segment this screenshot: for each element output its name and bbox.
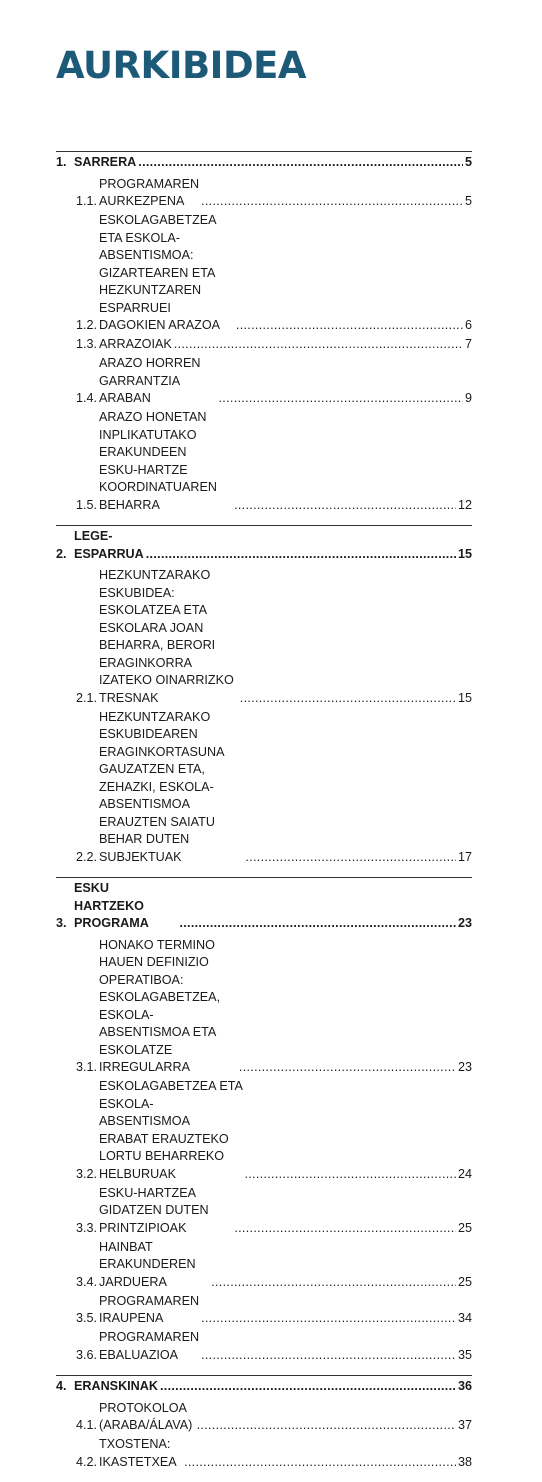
dot-leader (138, 154, 463, 172)
toc-entry-number: 3.5. (76, 1311, 98, 1325)
toc-entry-label-wrap (99, 567, 458, 707)
toc-entry-label-wrap (99, 409, 458, 514)
toc-page-number: 6 (464, 318, 472, 332)
toc-page-number: 25 (457, 1274, 472, 1289)
toc-page-number: 37 (457, 1418, 472, 1432)
dot-leader (197, 1417, 456, 1435)
table-of-contents (56, 151, 472, 1482)
toc-entry-label-wrap (99, 1293, 458, 1328)
dot-leader (239, 1059, 456, 1077)
dot-leader (219, 390, 463, 408)
toc-entry-label-wrap (99, 1436, 458, 1471)
toc-entry-label: TXOSTENA: IKASTETXEA (99, 1437, 177, 1469)
toc-subsection-entry[interactable] (56, 709, 472, 867)
toc-entry-label: PROGRAMAREN IRAUPENA (99, 1293, 200, 1325)
toc-subsection-entry[interactable] (56, 1185, 472, 1238)
toc-entry-label: ARRAZOIAK (99, 337, 172, 351)
dot-leader (201, 1310, 456, 1328)
toc-subsection-entry[interactable] (56, 1239, 472, 1292)
toc-entry-number: 2. (56, 546, 67, 561)
toc-subsection-entry[interactable] (56, 176, 472, 211)
toc-entry-label: ERANSKINAK (74, 1379, 158, 1393)
toc-entry-label-wrap (99, 1239, 458, 1292)
toc-subsection-entry[interactable] (56, 1078, 472, 1183)
dot-leader (234, 1220, 456, 1238)
toc-subsection-entry[interactable] (56, 409, 472, 514)
dot-leader (184, 1454, 456, 1472)
dot-leader (201, 1347, 456, 1365)
toc-page-number: 34 (457, 1311, 472, 1325)
toc-entry-number: 1.2. (76, 318, 98, 332)
toc-entry-label-wrap (99, 1078, 458, 1183)
toc-subsection-entry[interactable] (56, 1329, 472, 1364)
toc-section-entry[interactable] (56, 528, 472, 563)
dot-leader (211, 1274, 456, 1292)
toc-entry-label-wrap (74, 528, 458, 563)
toc-entry-label-wrap (99, 1329, 458, 1364)
toc-entry-number: 3.1. (76, 1060, 98, 1074)
toc-entry-label: ESKOLAGABETZEA ETA ESKOLA-ABSENTISMOA ERABAT ERAUZTEKO LORTU BEHARREKO HELBURUAK (99, 1079, 243, 1181)
toc-entry-label: HONAKO TERMINO HAUEN DEFINIZIO OPERATIBOA: ESKOLAGABETZEA, ESKOLA-ABSENTISMOA ETA ESKOLATZE IRREGULARRA (99, 937, 221, 1074)
toc-entry-number: 1. (56, 155, 67, 169)
toc-entry-label: ESKOLAGABETZEA ETA ESKOLA-ABSENTISMOA: GIZARTEAREN ETA HEZKUNTZAREN ESPARRUEI DAGOKIEN ARAZOA (99, 213, 221, 332)
dot-leader (244, 1166, 456, 1184)
toc-entry-label: HEZKUNTZARAKO ESKUBIDEA: ESKOLATZEA ETA ESKOLARA JOAN BEHARRA, BERORI ERAGINKORRA IZATEKO OINARRIZKO TRESNAK (99, 568, 234, 705)
toc-entry-label: ARAZO HORREN GARRANTZIA ARABAN (99, 356, 201, 405)
toc-section (56, 877, 472, 1364)
toc-page-number: 36 (457, 1379, 472, 1393)
dot-leader (179, 915, 456, 933)
toc-entry-number: 3.2. (76, 1166, 98, 1181)
toc-entry-label-wrap (99, 176, 465, 211)
toc-entry-label: HEZKUNTZARAKO ESKUBIDEAREN ERAGINKORTASUNA GAUZATZEN ETA, ZEHAZKI, ESKOLA-ABSENTISMOA ERAUZTEN SAIATU BEHAR DUTEN SUBJEKTUAK (99, 709, 225, 864)
toc-page-number: 15 (457, 690, 472, 705)
toc-entry-number: 2.1. (76, 690, 98, 705)
toc-page-number: 7 (464, 337, 472, 351)
toc-section-entry[interactable] (56, 880, 472, 933)
toc-entry-label: PROGRAMAREN AURKEZPENA (99, 176, 200, 208)
dot-leader (236, 317, 463, 335)
toc-page-number: 23 (457, 916, 472, 930)
toc-entry-label-wrap (99, 709, 458, 867)
dot-leader (240, 690, 456, 708)
toc-page-number: 12 (457, 497, 472, 512)
toc-page-number: 35 (457, 1347, 472, 1362)
toc-subsection-entry[interactable] (56, 212, 472, 335)
toc-page-number: 23 (457, 1060, 472, 1074)
toc-entry-number: 1.4. (76, 391, 98, 405)
toc-page-number: 38 (457, 1454, 472, 1469)
toc-entry-label-wrap (99, 212, 465, 335)
toc-subsection-entry[interactable] (56, 355, 472, 408)
toc-page-number: 25 (457, 1220, 472, 1235)
toc-page-number: 17 (457, 849, 472, 864)
toc-section (56, 151, 472, 514)
toc-entry-label-wrap (99, 937, 458, 1077)
toc-entry-number: 3.3. (76, 1220, 98, 1235)
toc-section-entry[interactable] (56, 1378, 472, 1396)
toc-section (56, 1375, 472, 1471)
toc-entry-number: 3.6. (76, 1347, 98, 1362)
dot-leader (160, 1378, 456, 1396)
toc-entry-number: 2.2. (76, 849, 98, 864)
toc-subsection-entry[interactable] (56, 1293, 472, 1328)
toc-entry-number: 1.5. (76, 497, 98, 512)
toc-subsection-entry[interactable] (56, 1436, 472, 1471)
toc-page-number: 15 (457, 546, 472, 561)
dot-leader (174, 336, 463, 354)
toc-entry-label-wrap (99, 1185, 458, 1238)
toc-entry-label: ESKU HARTZEKO PROGRAMA (74, 881, 149, 930)
toc-page-number: 5 (464, 155, 472, 169)
toc-entry-label-wrap (74, 1378, 458, 1396)
toc-entry-number: 3. (56, 916, 67, 930)
toc-page-number: 5 (464, 194, 472, 208)
toc-entry-number: 1.3. (76, 337, 98, 351)
toc-section (56, 525, 472, 866)
toc-entry-label: LEGE-ESPARRUA (74, 529, 144, 561)
toc-entry-label: SARRERA (74, 155, 137, 169)
dot-leader (201, 193, 463, 211)
toc-entry-number: 3.4. (76, 1274, 98, 1289)
toc-entry-label: ESKU-HARTZEA GIDATZEN DUTEN PRINTZIPIOAK (99, 1185, 209, 1235)
toc-entry-label-wrap (74, 154, 465, 172)
toc-entry-number: 1.1. (76, 194, 98, 208)
toc-entry-number: 4. (56, 1379, 67, 1393)
toc-entry-number: 4.1. (76, 1418, 98, 1432)
toc-section-entry[interactable] (56, 154, 472, 172)
toc-entry-number: 4.2. (76, 1454, 98, 1469)
dot-leader (234, 497, 456, 515)
toc-entry-label: ARAZO HONETAN INPLIKATUTAKO ERAKUNDEEN ESKU-HARTZE KOORDINATUAREN BEHARRA (99, 410, 218, 512)
dot-leader (146, 546, 456, 564)
toc-entry-label: PROGRAMAREN EBALUAZIOA (99, 1330, 200, 1362)
page-title: AURKIBIDEA (56, 44, 307, 87)
toc-entry-label: PROTOKOLOA (ARABA/ÁLAVA) (99, 1400, 193, 1432)
toc-page-number: 9 (464, 391, 472, 405)
toc-subsection-entry[interactable] (56, 336, 472, 354)
toc-entry-label: HAINBAT ERAKUNDEREN JARDUERA (99, 1239, 196, 1289)
toc-entry-label-wrap (74, 880, 458, 933)
toc-page-number: 24 (457, 1166, 472, 1181)
toc-entry-label-wrap (99, 355, 465, 408)
toc-entry-label-wrap (99, 336, 465, 354)
toc-subsection-entry[interactable] (56, 1400, 472, 1435)
dot-leader (245, 849, 456, 867)
toc-subsection-entry[interactable] (56, 937, 472, 1077)
toc-entry-label-wrap (99, 1400, 458, 1435)
toc-subsection-entry[interactable] (56, 567, 472, 707)
